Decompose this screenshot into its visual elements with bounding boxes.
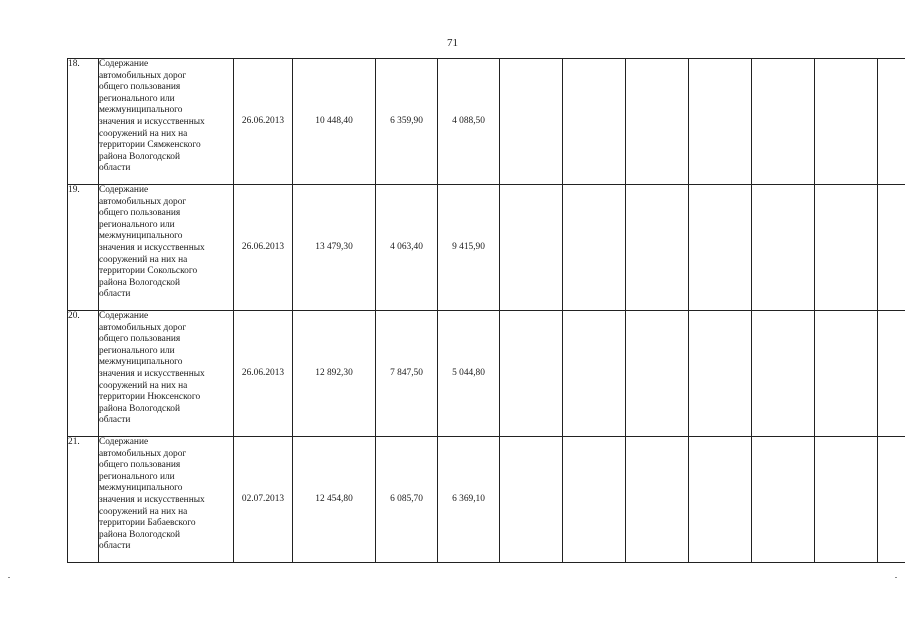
empty-cell — [563, 59, 626, 185]
empty-cell — [815, 59, 878, 185]
amount-part-1: 6 359,90 — [376, 59, 438, 185]
empty-cell — [626, 59, 689, 185]
row-number: 19. — [68, 185, 99, 311]
empty-cell — [626, 185, 689, 311]
contract-date: 26.06.2013 — [234, 311, 293, 437]
empty-cell — [815, 437, 878, 563]
empty-cell — [563, 437, 626, 563]
empty-cell — [815, 185, 878, 311]
empty-cell — [500, 437, 563, 563]
amount-part-2: 6 369,10 — [438, 437, 500, 563]
amount-part-1: 4 063,40 — [376, 185, 438, 311]
total-amount: 13 479,30 — [293, 185, 376, 311]
empty-cell — [752, 185, 815, 311]
table-row — [68, 59, 905, 185]
total-amount: 12 892,30 — [293, 311, 376, 437]
empty-cell — [752, 311, 815, 437]
empty-cell — [689, 185, 752, 311]
table-row — [68, 437, 905, 563]
amount-part-1: 6 085,70 — [376, 437, 438, 563]
table-row — [68, 311, 905, 437]
work-description: Содержание автомобильных дорог общего пользования регионального или межмуниципального значения и искусственных сооружений на них на территории Бабаевского района Вологодской области — [99, 437, 234, 563]
empty-cell — [626, 437, 689, 563]
empty-cell — [689, 437, 752, 563]
work-description: Содержание автомобильных дорог общего пользования регионального или межмуниципального значения и искусственных сооружений на них на территории Сокольского района Вологодской области — [99, 185, 234, 311]
empty-cell — [752, 437, 815, 563]
amount-part-2: 9 415,90 — [438, 185, 500, 311]
empty-cell — [878, 311, 905, 437]
empty-cell — [878, 59, 905, 185]
empty-cell — [500, 185, 563, 311]
contracts-table — [67, 58, 905, 563]
work-description: Содержание автомобильных дорог общего пользования регионального или межмуниципального значения и искусственных сооружений на них на территории Сямженского района Вологодской области — [99, 59, 234, 185]
amount-part-1: 7 847,50 — [376, 311, 438, 437]
work-description: Содержание автомобильных дорог общего пользования регионального или межмуниципального значения и искусственных сооружений на них на территории Нюксенского района Вологодской области — [99, 311, 234, 437]
amount-part-2: 5 044,80 — [438, 311, 500, 437]
empty-cell — [626, 311, 689, 437]
empty-cell — [500, 311, 563, 437]
empty-cell — [500, 59, 563, 185]
row-number: 20. — [68, 311, 99, 437]
contract-date: 02.07.2013 — [234, 437, 293, 563]
contract-date: 26.06.2013 — [234, 59, 293, 185]
empty-cell — [878, 437, 905, 563]
empty-cell — [752, 59, 815, 185]
empty-cell — [815, 311, 878, 437]
total-amount: 10 448,40 — [293, 59, 376, 185]
row-number: 18. — [68, 59, 99, 185]
empty-cell — [563, 311, 626, 437]
scan-mark-right — [895, 577, 897, 578]
page-number: 71 — [447, 37, 458, 49]
table-row — [68, 185, 905, 311]
contract-date: 26.06.2013 — [234, 185, 293, 311]
scan-mark-left — [8, 577, 10, 578]
empty-cell — [689, 59, 752, 185]
empty-cell — [878, 185, 905, 311]
empty-cell — [689, 311, 752, 437]
amount-part-2: 4 088,50 — [438, 59, 500, 185]
empty-cell — [563, 185, 626, 311]
total-amount: 12 454,80 — [293, 437, 376, 563]
row-number: 21. — [68, 437, 99, 563]
